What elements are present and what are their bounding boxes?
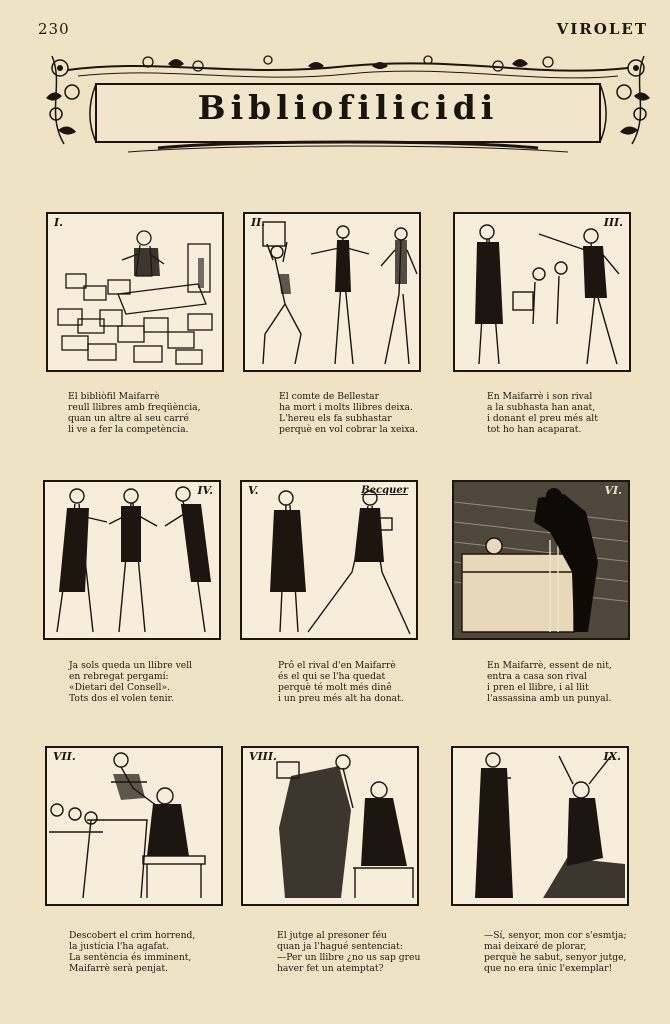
comic-panel-8 [241, 746, 419, 906]
comic-panel-4 [43, 480, 221, 640]
verse-caption-2: El comte de Bellestar ha mort i molts llibres deixa. L'hereu els fa subhastar perquè en vol cobrar la xeixa. [279, 391, 418, 435]
courtroom-arrest-drawing [47, 748, 223, 906]
auction-bidders-drawing [455, 214, 631, 372]
panel-numeral: III. [603, 216, 623, 229]
heir-auctioning-books-drawing [245, 214, 421, 372]
night-murder-scene-drawing [454, 482, 630, 640]
panel-numeral: V. [248, 484, 259, 497]
weeping-prisoner-drawing [453, 748, 629, 906]
verse-caption-7: Descobert el crim horrend, la justícia l'ha agafat. La sentència és imminent, Maifarrè serà penjat. [69, 930, 196, 974]
collector-among-books-drawing [48, 214, 224, 372]
comic-panel-9 [451, 746, 629, 906]
comic-panel-3 [453, 212, 631, 372]
comic-panel-7 [45, 746, 223, 906]
page-title: Bibliofilicidi [197, 88, 499, 127]
panel-numeral: IV. [197, 484, 213, 497]
judge-and-prisoner-drawing [243, 748, 419, 906]
page-number: 230 [38, 20, 70, 38]
three-men-arguing-drawing [45, 482, 221, 640]
panel-numeral: VII. [53, 750, 76, 763]
panel-numeral: VIII. [249, 750, 277, 763]
title-banner [38, 44, 658, 164]
panel-numeral: II. [251, 216, 266, 229]
artist-signature: Becquer [361, 485, 408, 496]
verse-caption-4: Ja sols queda un llibre vell en rebregat pergamí: «Dietari del Consell». Tots dos el volen tenir. [69, 660, 193, 704]
verse-caption-8: El jutge al presoner féu quan ja l'hagué sentenciat: —Per un llibre ¿no us sap greu haver fet un atemptat? [277, 930, 421, 974]
verse-caption-9: —Sí, senyor, mon cor s'esmtja; mai deixaré de plorar, perquè he sabut, senyor jutge, que no era únic l'exemplar! [484, 930, 627, 974]
panel-numeral: I. [54, 216, 63, 229]
verse-caption-6: En Maifarrè, essent de nit, entra a casa son rival i pren el llibre, i al llit l'assassina amb un punyal. [487, 660, 612, 704]
running-head: VIROLET [556, 20, 648, 38]
comic-panel-5 [240, 480, 418, 640]
comic-panel-1 [46, 212, 224, 372]
verse-caption-3: En Maifarrè i son rival a la subhasta han anat, i donant el preu més alt tot ho han acaparat. [487, 391, 598, 435]
verse-caption-5: Prô el rival d'en Maifarrè és el qui se l'ha quedat perquè té molt més dinê i un preu més alt ha donat. [278, 660, 404, 704]
comic-panel-2 [243, 212, 421, 372]
panel-numeral: VI. [604, 484, 622, 497]
verse-caption-1: El bibliòfil Maifarrè reull llibres amb freqüència, quan un altre al seu carré li ve a fer la competència. [68, 391, 201, 435]
rival-walks-away-with-book-drawing [242, 482, 418, 640]
panel-numeral: IX. [603, 750, 621, 763]
comic-panel-6 [452, 480, 630, 640]
